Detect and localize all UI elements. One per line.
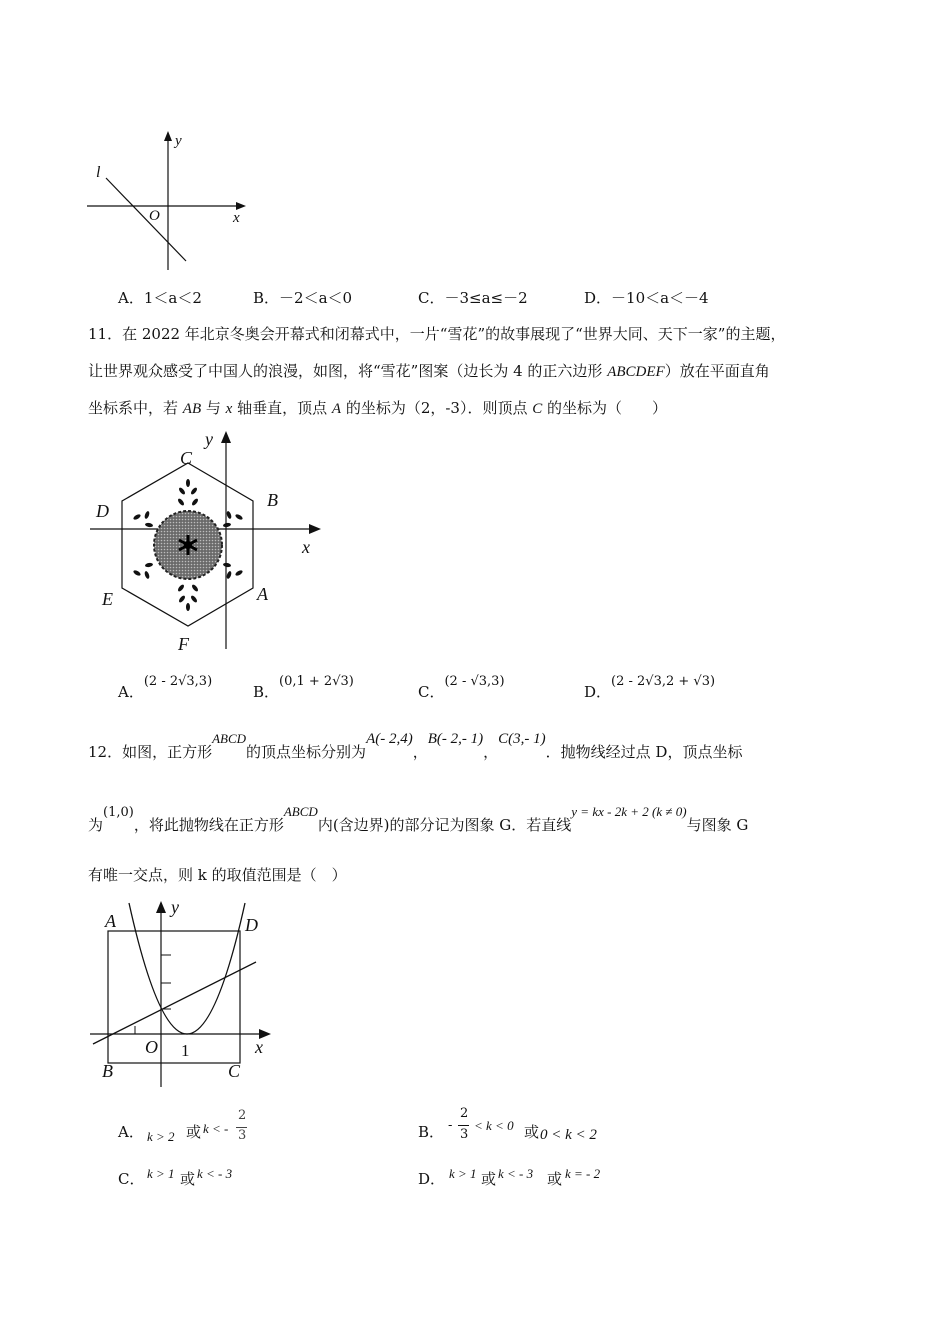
q11-option-b[interactable]	[253, 669, 354, 701]
line-l-label: l	[96, 164, 101, 181]
hexagon-name: ABCDEF	[607, 364, 665, 380]
option-d-part2: k < - 3	[498, 1166, 534, 1181]
line-k	[93, 962, 256, 1044]
origin-label: O	[149, 208, 160, 224]
point-b-coords: B(- 2,- 1)	[427, 731, 484, 747]
option-text: －2＜a＜0	[279, 289, 353, 307]
text: 轴垂直，顶点	[232, 399, 332, 417]
text: 坐标系中，若	[88, 399, 183, 417]
q10-option-a[interactable]	[118, 287, 202, 308]
square-name: ABCD	[212, 731, 247, 746]
y-axis-label: y	[171, 897, 179, 917]
option-text: (2 - 2√3,3)	[143, 674, 213, 689]
q12-line-3: 有唯一交点，则 k 的取值范围是（ ）	[88, 866, 347, 884]
tick-1-label: 1	[181, 1041, 190, 1060]
point-c: C	[532, 401, 543, 417]
point-a: A	[331, 401, 342, 417]
q11-line-3	[88, 397, 667, 418]
option-a-part1: k > 2	[147, 1129, 175, 1144]
option-text: (2 - √3,3)	[444, 674, 505, 689]
y-axis-label: y	[205, 429, 213, 449]
fraction-bar	[458, 1125, 469, 1126]
segment-ab: AB	[182, 401, 202, 417]
text: 的坐标为（ ）	[542, 399, 668, 417]
option-b-part2: 0 < k < 2	[540, 1127, 597, 1143]
y-axis-label: y	[175, 133, 182, 149]
option-key: A．	[118, 289, 144, 307]
x-axis-label: x	[233, 210, 240, 226]
vertex-d-label: D	[96, 501, 109, 521]
option-key: D．	[584, 683, 612, 701]
option-a-or: 或	[186, 1123, 202, 1141]
option-d-part3: k = - 2	[565, 1166, 601, 1181]
vertex-f-label: F	[178, 634, 189, 654]
option-d-or-1: 或	[481, 1170, 497, 1188]
option-text: (2 - 2√3,2 + √3)	[611, 674, 716, 689]
option-text: (0,1 + 2√3)	[279, 674, 354, 689]
q11-option-d[interactable]	[584, 669, 716, 701]
x-axis-label: x	[255, 1037, 263, 1057]
text: ，	[412, 743, 428, 761]
vertex-c-label: C	[180, 448, 193, 468]
corner-b-label: B	[102, 1061, 113, 1081]
q11-line-2	[88, 360, 770, 381]
q12-line-1	[88, 727, 743, 761]
fraction-denominator: 3	[238, 1128, 247, 1143]
option-b-or: 或	[524, 1123, 540, 1141]
text: ，	[483, 743, 499, 761]
option-key: C．	[118, 1170, 145, 1188]
option-b-part1: < k < 0	[474, 1118, 514, 1133]
text: 为	[88, 816, 104, 834]
vertex-e-label: E	[102, 589, 113, 609]
fraction-denominator: 3	[460, 1127, 469, 1142]
q11-snowflake-figure	[85, 425, 335, 657]
text: 的坐标为（2，-3）．则顶点	[341, 399, 533, 417]
option-c-part1: k > 1	[147, 1166, 175, 1181]
option-b-minus: -	[448, 1118, 453, 1133]
q10-option-b[interactable]	[253, 287, 352, 308]
point-a-coords: A(- 2,4)	[366, 731, 413, 747]
option-d-part1: k > 1	[449, 1166, 477, 1181]
q10-option-c[interactable]	[418, 287, 528, 308]
option-key: A．	[118, 683, 144, 701]
parabola	[129, 903, 245, 1034]
corner-a-label: A	[105, 911, 116, 931]
option-key: B．	[253, 683, 280, 701]
option-key: B．	[418, 1123, 445, 1141]
q10-graph	[80, 125, 260, 275]
vertex-coords: (1,0)	[103, 805, 134, 820]
vertex-b-label: B	[267, 490, 278, 510]
q12-line-2	[88, 800, 749, 834]
text: 与图象 G	[686, 816, 749, 834]
text: 内(含边界)的部分记为图象 G．若直线	[317, 816, 572, 834]
text: ）放在平面直角	[664, 362, 770, 380]
text: ，将此抛物线在正方形	[133, 816, 284, 834]
text: 让世界观众感受了中国人的浪漫，如图，将“雪花”图案（边长为 4 的正六边形	[88, 362, 608, 380]
option-key: D．	[584, 289, 612, 307]
option-c-part2: k < - 3	[197, 1166, 233, 1181]
origin-label: O	[145, 1037, 158, 1057]
option-d-or-2: 或	[547, 1170, 563, 1188]
option-a-part2: k < -	[203, 1121, 229, 1136]
corner-d-label: D	[245, 915, 258, 935]
option-text: －10＜a＜－4	[611, 289, 709, 307]
option-key: B．	[253, 289, 280, 307]
square-name: ABCD	[283, 804, 318, 819]
q11-option-c[interactable]	[418, 669, 505, 701]
vertex-a-label: A	[257, 584, 268, 604]
fraction-numerator: 2	[238, 1108, 247, 1123]
point-c-coords: C(3,- 1)	[498, 731, 546, 747]
option-key: C．	[418, 289, 445, 307]
q10-option-d[interactable]	[584, 287, 709, 308]
square-abcd	[108, 931, 240, 1063]
option-key: D．	[418, 1170, 446, 1188]
q11-line-1: 11．在 2022 年北京冬奥会开幕式和闭幕式中，一片“雪花”的故事展现了“世界大同、天下一家”的主题，	[88, 325, 786, 343]
option-key: C．	[418, 683, 445, 701]
x-var: x	[225, 401, 233, 417]
fraction-numerator: 2	[460, 1106, 469, 1121]
text: ．抛物线经过点 D，顶点坐标	[545, 743, 743, 761]
text: 12．如图，正方形	[88, 743, 213, 761]
text: 与	[201, 399, 226, 417]
q11-option-a[interactable]	[118, 669, 213, 701]
line-equation: y = kx - 2k + 2 (k ≠ 0)	[571, 804, 687, 819]
option-key: A．	[118, 1123, 144, 1141]
x-axis-label: x	[302, 537, 310, 557]
option-text: －3≤a≤－2	[444, 289, 528, 307]
option-c-or: 或	[180, 1170, 196, 1188]
text: 的顶点坐标分别为	[246, 743, 367, 761]
option-text: 1＜a＜2	[143, 289, 202, 307]
q12-graph	[85, 893, 280, 1088]
corner-c-label: C	[228, 1061, 241, 1081]
